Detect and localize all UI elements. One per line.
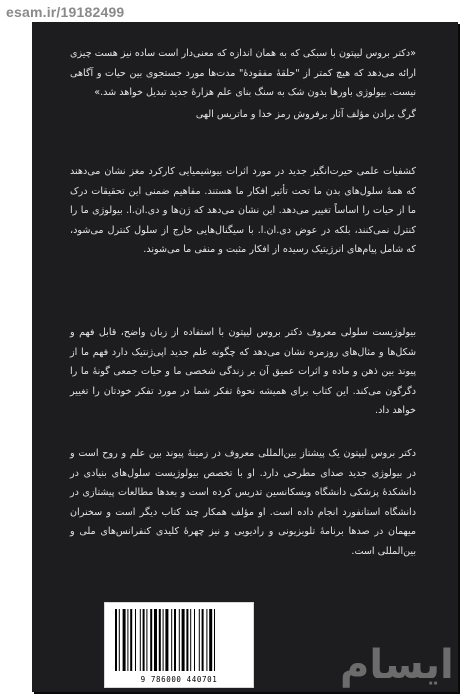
esam-logo-watermark: ایسام	[340, 642, 454, 688]
barcode-bar	[179, 609, 180, 671]
barcode-bar	[123, 609, 126, 671]
barcode-bar	[119, 609, 120, 671]
barcode-bar	[146, 609, 147, 671]
barcode-bar	[171, 609, 172, 671]
barcode-number: 9 786000 440701	[140, 675, 218, 684]
barcode-bar	[135, 609, 136, 671]
barcode-bar	[143, 609, 145, 671]
barcode-bar	[159, 609, 161, 671]
barcode-bar	[199, 609, 200, 671]
barcode-bar	[194, 609, 195, 671]
barcode-bar	[140, 609, 141, 671]
book-back-cover	[32, 22, 458, 692]
barcode-bar	[186, 609, 188, 671]
barcode-bar	[190, 609, 191, 671]
endorsement-quote	[32, 44, 458, 124]
barcode-bar	[163, 609, 164, 671]
barcode-bar	[206, 609, 207, 671]
quote-attribution: گرگ برادن مؤلف آثار برفروش رمز خدا و ماتریس الهی	[195, 108, 416, 120]
quote-text: «دکتر بروس لیپتون با سبکی که به همان اندازه که معنی‌دار است ساده نیز هست چیزی ارائه می‌دهد که هیچ کمتر از "حلقهٔ مفقودهٔ" مدت‌ها مورد جستجوی بین حیات و آگاهی نیست. بیولوژی باورها بدون شک به سنگ بنای علم هزارهٔ جدید تبدیل خواهد شد.»	[70, 48, 416, 98]
barcode-bar	[127, 609, 128, 671]
author-bio-paragraph	[32, 444, 458, 561]
barcode-bar	[165, 609, 168, 671]
barcode-bar	[150, 609, 152, 671]
barcode-bar	[202, 609, 204, 671]
barcode-bar	[214, 609, 215, 671]
description-paragraph-2	[32, 323, 458, 421]
paragraph-text: کشفیات علمی حیرت‌انگیز جدید در مورد اثرات بیوشیمیایی کارکرد مغز نشان می‌دهند که همهٔ سلول‌های بدن ما تحت تأثیر افکار ما هستند. مفاهیم ضمنی این تحقیقات درک ما از حیات را اساساً تغییر می‌دهد. این نشان می‌دهد که ژن‌ها و دی.ان.ا. بیولوژی ما را کنترل نمی‌کنند، بلکه در عوض دی.ان.ا. با سیگنال‌هایی خارج از سلول کنترل می‌شود، که شامل پیام‌های انرژیتیک رسیده از افکار مثبت و منفی ما می‌شوند.	[70, 166, 416, 255]
isbn-barcode	[104, 602, 254, 688]
barcode-bar	[130, 609, 132, 671]
barcode-bar	[115, 609, 117, 671]
paragraph-text: بیولوژیست سلولی معروف دکتر بروس لیپتون با استفاده از زبان واضح، قابل فهم و شکل‌ها و مثال‌های روزمره نشان می‌دهد که چگونه علم جدید اپی‌ژنتیک دارد فهم ما از پیوند بین ذهن و ماده و اثرات عمیق آن بر زندگی شخصی ما و حیات جمعی گونهٔ ما را دگرگون می‌کند. این کتاب برای همیشه نحوهٔ تفکر شما در مورد تفکر خودتان را تغییر خواهد داد.	[70, 327, 416, 416]
site-watermark: esam.ir/19182499	[6, 4, 125, 20]
barcode-bars	[113, 609, 245, 671]
barcode-bar	[154, 609, 157, 671]
paragraph-text: دکتر بروس لیپتون یک پیشتاز بین‌المللی معروف در زمینهٔ پیوند بین علم و روح است و در بیولوژی جدید صدای مطرحی دارد. او با تخصص بیولوژیست سلول‌های بنیادی در دانشکدهٔ پزشکی دانشگاه ویسکانسین تدریس کرده است و بعدها مطالعات پیشتازی در دانشگاه استانفورد انجام داده است. او مؤلف همکار چند کتاب دیگر است و سخنران میهمان در صدها برنامهٔ تلویزیونی و رادیویی و نیز چهرهٔ کلیدی کنفرانس‌های ملی و بین‌المللی است.	[70, 448, 416, 557]
barcode-bar	[182, 609, 185, 671]
description-paragraph-1	[32, 162, 458, 260]
barcode-bar	[174, 609, 176, 671]
barcode-bar	[209, 609, 212, 671]
